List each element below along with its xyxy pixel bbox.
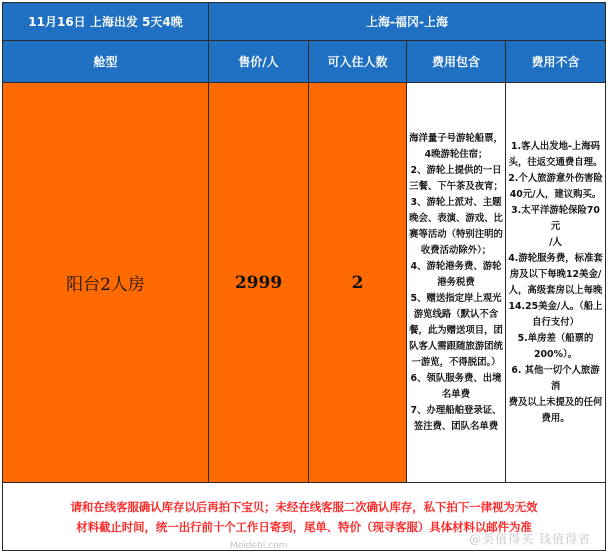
watermark-logo-text: @美值得买 钱值得省 (469, 532, 591, 546)
included-fee-line: 名单费 (441, 388, 471, 400)
column-header-price: 售价/人 (209, 41, 309, 83)
excluded-fee-line: 14.25美金/人。（船上 (508, 300, 603, 312)
included-fees-cell (407, 83, 506, 483)
header-row-trip (3, 3, 606, 41)
included-fee-line: 队客人需跟随旅游团统 (409, 340, 503, 352)
price-table-card (2, 2, 605, 555)
header-row-columns (3, 41, 606, 83)
included-fee-line: 4晚游轮住宿； (424, 148, 488, 160)
included-fees-list (409, 131, 503, 435)
notice-line-1: 请和在线客服确认库存以后再拍下宝贝；未经在线客服二次确认库存，私下拍下一律视为无效 (70, 499, 538, 514)
included-fee-line: 5、赠送指定岸上观光 (410, 292, 502, 304)
departure-header: 11月16日 上海出发 5天4晚 (3, 3, 209, 41)
price-cell: 2999 (209, 83, 309, 483)
included-fee-line: 签注费、团队名单费 (413, 420, 499, 432)
included-fee-line: 赛等活动（特别注明的 (409, 228, 503, 240)
cabin-type-cell: 阳台2人房 (3, 83, 209, 483)
included-fee-line: 4、游轮港务费、游轮 (410, 260, 502, 272)
excluded-fee-line: 5.单房差（船票的 (517, 332, 594, 344)
excluded-fee-line: 4.游轮服务费，标准套 (508, 252, 603, 264)
included-fee-line: 一游览，不得脱团。） (411, 356, 501, 368)
excluded-fee-line: 费及以上未提及的任何 (508, 396, 603, 408)
watermark-url: Meidebi.com (230, 541, 288, 551)
column-header-occupancy: 可入住人数 (309, 41, 407, 83)
table-row (3, 83, 606, 483)
occupancy-cell: 2 (309, 83, 407, 483)
excluded-fee-line: 40元/人，建议购买。 (509, 188, 602, 200)
included-fee-line: 海洋量子号游轮船票， (409, 132, 503, 144)
excluded-fee-line: 3.太平洋游轮保险70元 (511, 204, 600, 232)
excluded-fee-line: 人，高级套房以上每晚 (508, 284, 603, 296)
included-fee-line: 晚会、表演、游戏、比 (409, 212, 503, 224)
cruise-price-table (2, 2, 606, 551)
excluded-fee-line: /人 (549, 236, 562, 248)
excluded-fee-line: 2.个人旅游意外伤害险 (508, 172, 603, 184)
excluded-fee-line: 自行支付） (532, 316, 579, 328)
excluded-fee-line: 6. 其他一切个人旅游消 (511, 364, 600, 392)
included-fee-line: 3、游轮上派对、主题 (410, 196, 502, 208)
notice-line-2: 材料截止时间，统一出行前十个工作日寄到，尾单、特价（现寻客服）具体材料以邮件为准 (76, 519, 532, 534)
column-header-included: 费用包含 (407, 41, 506, 83)
notice-cell (3, 483, 606, 551)
included-fee-line: 游览线路（默认不含 (413, 308, 499, 320)
footer-row (3, 483, 606, 551)
excluded-fee-line: 费用。 (541, 412, 570, 424)
excluded-fee-line: 1.客人出发地-上海码 (511, 140, 600, 152)
excluded-fee-line: 头，往返交通费自理。 (508, 156, 603, 168)
included-fee-line: 收费活动除外）； (420, 244, 492, 256)
included-fee-line: 2、游轮上提供的一日 (410, 164, 502, 176)
excluded-fees-cell (506, 83, 606, 483)
excluded-fee-line: 200%）。 (534, 348, 578, 360)
excluded-fees-list (508, 139, 603, 427)
included-fee-line: 港务税费 (437, 276, 475, 288)
route-header: 上海-福冈-上海 (209, 3, 606, 41)
included-fee-line: 6、领队服务费、出境 (410, 372, 502, 384)
included-fee-line: 餐，此为赠送项目，团 (409, 324, 503, 336)
included-fee-line: 7、办理船舶登录证、 (410, 404, 502, 416)
column-header-cabin: 舱型 (3, 41, 209, 83)
column-header-excluded: 费用不含 (506, 41, 606, 83)
included-fee-line: 三餐、下午茶及夜宵； (409, 180, 503, 192)
excluded-fee-line: 房及以下每晚12美金/ (509, 268, 602, 280)
